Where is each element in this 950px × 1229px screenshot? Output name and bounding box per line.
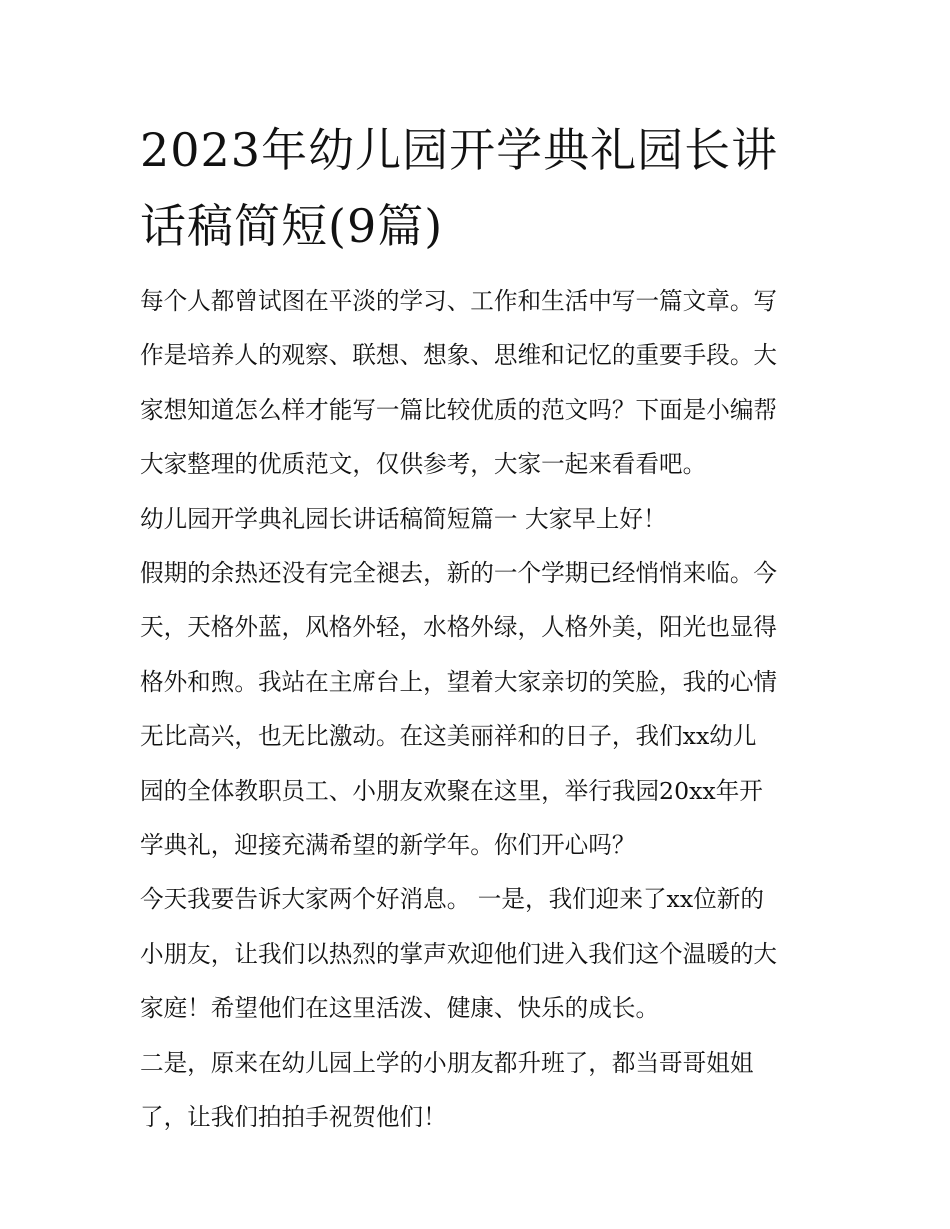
text-line: 幼儿园开学典礼园长讲话稿简短篇一 大家早上好！	[140, 504, 667, 533]
title-line-2: 话稿简短(9篇)	[140, 199, 444, 253]
text-line: 大家整理的优质范文，仅供参考，大家一起来看看吧。	[140, 450, 707, 479]
title-line-1: 2023年幼儿园开学典礼园长讲	[140, 123, 779, 177]
text-line: 家庭！希望他们在这里活泼、健康、快乐的成长。	[140, 994, 660, 1023]
document-title	[140, 112, 812, 264]
text-line: 今天我要告诉大家两个好消息。 一是，我们迎来了xx位新的	[140, 885, 764, 914]
body-paragraph-2	[140, 872, 812, 1035]
text-line: 格外和煦。我站在主席台上，望着大家亲切的笑脸，我的心情	[140, 667, 778, 696]
text-line: 二是，原来在幼儿园上学的小朋友都升班了，都当哥哥姐姐	[140, 1048, 754, 1077]
text-line: 假期的余热还没有完全褪去，新的一个学期已经悄悄来临。今	[140, 559, 778, 588]
text-line: 学典礼，迎接充满希望的新学年。你们开心吗？	[140, 831, 636, 860]
intro-paragraph	[140, 274, 812, 492]
text-line: 家想知道怎么样才能写一篇比较优质的范文吗？下面是小编帮	[140, 395, 778, 424]
text-line: 每个人都曾试图在平淡的学习、工作和生活中写一篇文章。写	[140, 287, 778, 315]
text-line: 无比高兴，也无比激动。在这美丽祥和的日子，我们xx幼儿	[140, 722, 757, 751]
text-line: 作是培养人的观察、联想、想象、思维和记忆的重要手段。大	[140, 341, 778, 370]
text-line: 园的全体教职员工、小朋友欢聚在这里，举行我园20xx年开	[140, 776, 763, 805]
text-line: 了，让我们拍拍手祝贺他们！	[140, 1103, 447, 1132]
text-line: 天，天格外蓝，风格外轻，水格外绿，人格外美，阳光也显得	[140, 613, 778, 642]
body-paragraph-1	[140, 546, 812, 872]
document-body	[140, 274, 812, 1145]
section-heading-paragraph	[140, 492, 812, 546]
text-line: 小朋友，让我们以热烈的掌声欢迎他们进入我们这个温暖的大	[140, 939, 778, 968]
body-paragraph-3	[140, 1036, 812, 1145]
